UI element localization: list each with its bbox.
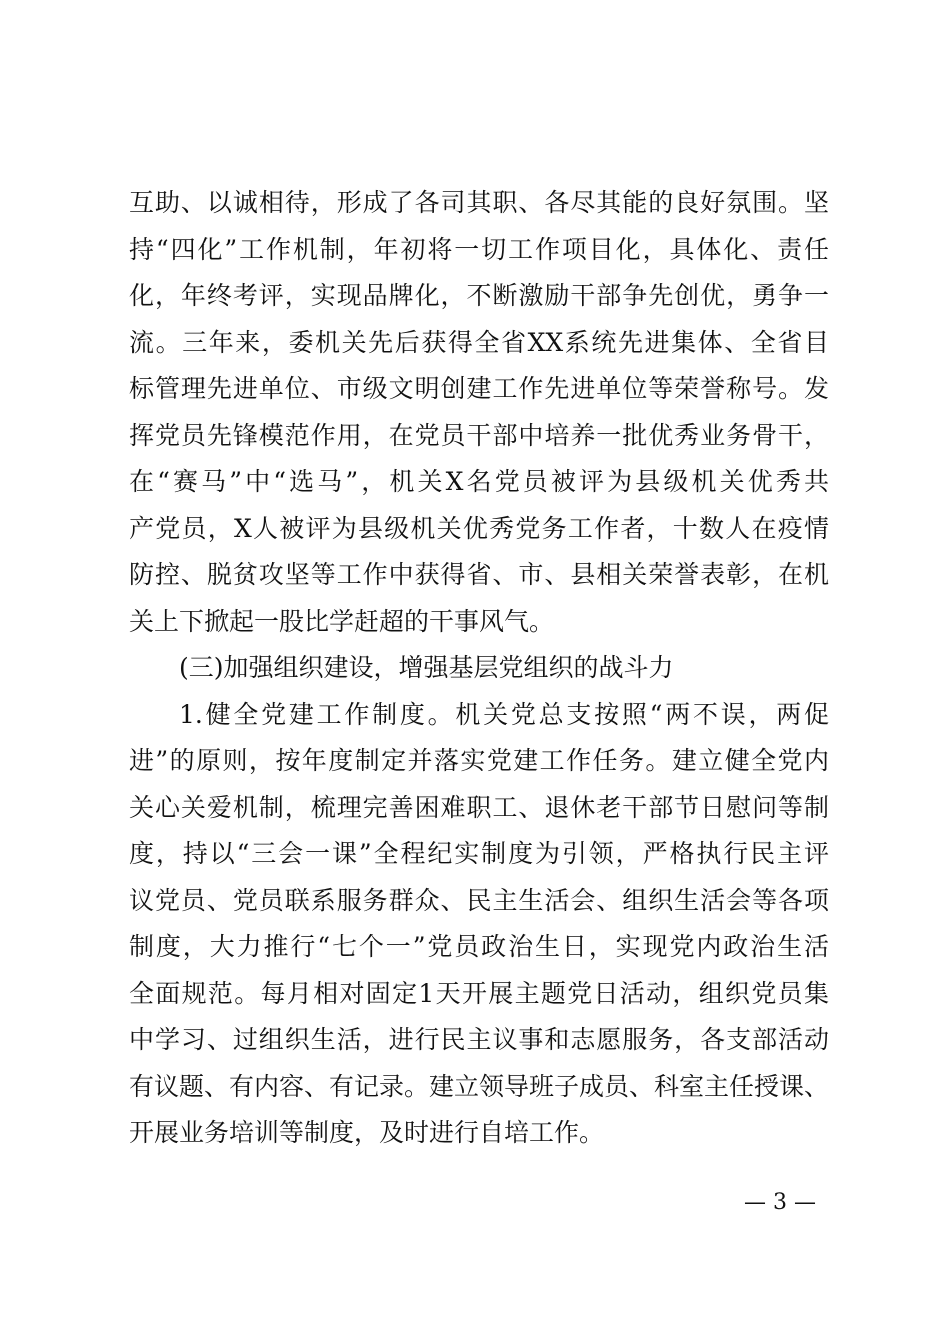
text-line: 防控、脱贫攻坚等工作中获得省、市、县相关荣誉表彰，在机 xyxy=(129,560,829,589)
text-line: 关上下掀起一股比学赶超的干事风气。 xyxy=(129,606,555,636)
text-line: 制度，大力推行“七个一”党员政治生日，实现党内政治生活 xyxy=(129,932,829,961)
text-line: 有议题、有内容、有记录。建立领导班子成员、科室主任授课、 xyxy=(129,1071,829,1101)
paragraph-party-system xyxy=(129,692,829,1157)
document-body xyxy=(129,180,829,1157)
text-line: 产党员，X人被评为县级机关优秀党务工作者，十数人在疫情 xyxy=(129,513,829,543)
text-line: 进”的原则，按年度制定并落实党建工作任务。建立健全党内 xyxy=(129,746,829,775)
text-line: 开展业务培训等制度，及时进行自培工作。 xyxy=(129,1118,605,1147)
text-line: 度，持以“三会一课”全程纪实制度为引领，严格执行民主评 xyxy=(129,839,829,868)
text-line: 中学习、过组织生活，进行民主议事和志愿服务，各支部活动 xyxy=(129,1025,829,1054)
text-line: 全面规范。每月相对固定1天开展主题党日活动，组织党员集 xyxy=(129,978,829,1008)
section-heading: (三)加强组织建设，增强基层党组织的战斗力 xyxy=(179,653,674,682)
text-line: 关心关爱机制，梳理完善困难职工、退休老干部节日慰问等制 xyxy=(129,792,829,822)
page-number: — 3 — xyxy=(744,1190,816,1215)
text-line: 互助、以诚相待，形成了各司其职、各尽其能的良好氛围。坚 xyxy=(129,188,829,217)
text-line: 化，年终考评，实现品牌化，不断激励干部争先创优，勇争一 xyxy=(129,281,829,310)
text-line: 持“四化”工作机制，年初将一切工作项目化，具体化、责任 xyxy=(129,234,829,264)
text-line: 挥党员先锋模范作用，在党员干部中培养一批优秀业务骨干， xyxy=(129,420,829,450)
text-line: 流。三年来，委机关先后获得全省XX系统先进集体、全省目 xyxy=(129,327,829,357)
text-line: 标管理先进单位、市级文明创建工作先进单位等荣誉称号。发 xyxy=(129,374,829,403)
paragraph-achievements xyxy=(129,180,829,645)
text-line: 1.健全党建工作制度。机关党总支按照“两不误，两促 xyxy=(179,699,829,729)
text-line: 在“赛马”中“选马”，机关X名党员被评为县级机关优秀共 xyxy=(129,467,829,496)
text-line: 议党员、党员联系服务群众、民主生活会、组织生活会等各项 xyxy=(129,885,829,915)
